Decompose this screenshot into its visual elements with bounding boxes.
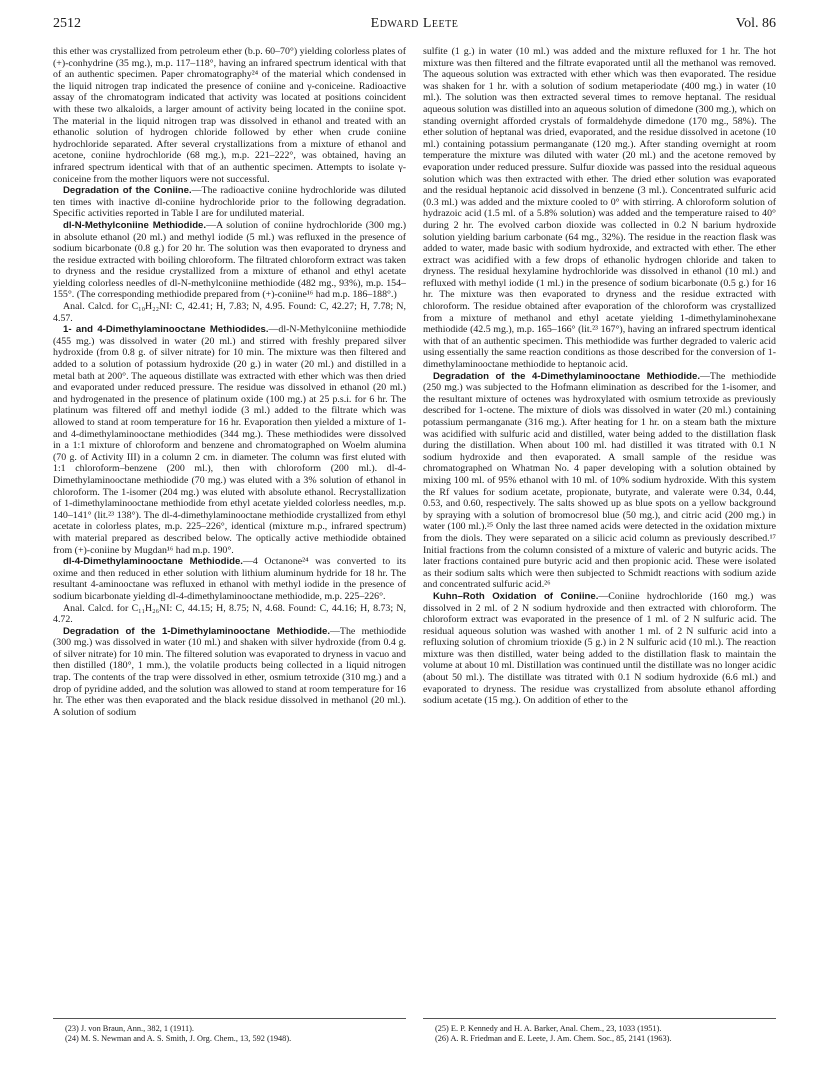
paragraph-text: —A solution of coniine hydrochloride (300 mg.) in absolute ethanol (20 ml.) and methyl iodide (5 ml.) was refluxed in the presence of sodium bicarbonate (0.8 g.) for 20 hr. The solution was then evaporated to dryness and the residue extracted with boiling chloroform. The filtrated chloroform extract was taken to dryness and the residue crystallized from a mixture of ethanol and ethyl acetate yielding colorless needles of dl-N-methylconiine methiodide (482 mg., 93%), m.p. 154–155°. (The corresponding methiodide prepared from (+)-coniine¹⁶ had m.p. 186–188°.) [53, 219, 406, 301]
analysis-line: Anal. Calcd. for C₁₁H₂₆NI: C, 44.15; H, 8.75; N, 4.68. Found: C, 44.16; H, 8.73; N, 4.72. [53, 602, 406, 626]
paragraph-text: —Coniine hydrochloride (160 mg.) was dissolved in 2 ml. of 2 N sodium hydroxide and then extracted with chloroform. The chloroform extract was evaporated in the presence of 1 ml. of 2 N sulfuric acid. The residual aqueous solution was washed with another 1 ml. of 2 N sulfuric acid into a refluxing solution of chromium trioxide (5 g.) in 2 N sulfuric acid (10 ml.). The reaction mixture was then distilled, water being added to the distillation flask to maintain the volume at about 10 ml. Distillation was continued until the distillate was no longer acidic (about 50 ml.). The distillate was titrated with 0.1 N sodium hydroxide (6.6 ml.) and evaporated to dryness. The residue was crystallized from absolute ethanol affording sodium acetate (15 mg.). On addition of ether to the [423, 590, 776, 707]
page-header [53, 16, 776, 38]
page-number: 2512 [53, 16, 81, 31]
running-author: Edward Leete [370, 16, 459, 31]
footnotes-right [423, 1024, 776, 1044]
section-heading: Degradation of the 4-Dimethylaminooctane Methiodide. [433, 370, 701, 382]
paragraph-text: —dl-N-Methylconiine methiodide (455 mg.) was dissolved in water (20 ml.) and stirred with freshly prepared silver hydroxide (from 0.8 g. of silver nitrate) for 10 min. The mixture was then filtered and added to a solution of potassium hydroxide (20 g.) in water (20 ml.) and distilled in a metal bath at 200°. The aqueous distillate was extracted with ether which was then dried and evaporated under reduced pressure. The residue was dissolved in ethanol (20 ml.) and hydrogenated in the presence of platinum oxide (100 mg.) at 25 p.s.i. for 6 hr. The platinum was filtered off and methyl iodide (3 ml.) added to the filtrate which was allowed to stand at room temperature for 16 hr. Evaporation then yielded a mixture of 1- and 4-dimethylaminooctane methiodides (344 mg.). These methiodides were dissolved in a 1:1 mixture of chloroform and benzene and chromatographed on Woelm alumina (70 g. of Activity III) in a column 2 cm. in diameter. The column was first eluted with 1:1 chloroform–benzene (200 ml.), then with chloroform (200 ml.). dl-4-Dimethylaminooctane methiodide (70 mg.) was eluted with a 3% solution of ethanol in chloroform. The 1-isomer (204 mg.) was eluted with absolute ethanol. Recrystallization of 1-dimethylaminooctane methiodide from ethyl acetate yielded colorless needles, m.p. 140–141° (lit.²³ 138°). The dl-4-dimethylaminooctane methiodide crystallized from ethyl acetate in colorless plates, m.p. 225–226°, identical (mixture m.p., infrared spectrum) with material prepared as described below. The optically active methiodide obtained from (+)-coniine by Mugdan¹⁶ had m.p. 190°. [53, 324, 406, 556]
footnote: (26) A. R. Friedman and E. Leete, J. Am. Chem. Soc., 85, 2141 (1963). [435, 1034, 672, 1043]
paragraph: sulfite (1 g.) in water (10 ml.) was added and the mixture refluxed for 1 hr. The hot mixture was then filtered and the filtrate evaporated until all the methanol was removed. The aqueous solution was extracted with ether which was then evaporated. The residue was shaken for 1 hr. with a solution of sodium metaperiodate (400 mg.) in water (10 ml.). The solution was then extracted several times to remove heptanal. The residual aqueous solution was distilled into an aqueous solution of dimedone (300 mg.), which on standing overnight afforded crystals of formaldehyde dimedone (170 mg., 58%). The ether solution of heptanal was dried, evaporated, and the residue dissolved in acetone (10 ml.) containing potassium permanganate (120 mg.). After standing overnight at room temperature the mixture was diluted with water (20 ml.) and the acetone removed by evaporation under reduced pressure. Sulfur dioxide was passed into the residual aqueous solution which was then extracted with ether. The dried ether solution was evaporated and the residual heptanoic acid dissolved in benzene (3 ml.). Concentrated sulfuric acid (0.3 ml.) was added and the mixture cooled to 0° with stirring. A chloroform solution of hydrazoic acid (1.5 ml. of a 5.8% solution) was added and the temperature raised to 40° during 2 hr. The evolved carbon dioxide was collected in 0.2 N barium hydroxide solution yielding barium carbonate (64 mg., 32%). The residue in the reaction flask was added to water, made basic with sodium hydroxide, and extracted with ether. The ether extract was acidified with a few drops of ethanolic hydrogen chloride and taken to dryness. The residual hexylamine hydrochloride was dissolved in ethanol (10 ml.) and refluxed with methyl iodide (1 ml.) in the presence of sodium bicarbonate (0.5 g.) for 16 hr. The mixture was then evaporated to dryness and the residue extracted with chloroform. The residue obtained after evaporation of the chloroform was crystallized from a mixture of methanol and ethyl acetate yielding 1-dimethylaminohexane methiodide (42.5 mg.), m.p. 165–166° (lit.²³ 167°), having an infrared spectrum identical with that of an authentic specimen. This methiodide was further degraded to valeric acid using essentially the same reaction conditions as those described for the conversion of 1-dimethylaminooctane methiodide to heptanoic acid. [423, 46, 776, 371]
paragraph-text: —The methiodide (250 mg.) was subjected to the Hofmann elimination as described for the 1-isomer, and the resultant mixture of octenes was hydroxylated with osmium tetroxide as previously described for 1-octene. The mixture of diols was dissolved in water (20 ml.) containing potassium permanganate (316 mg.). After heating for 1 hr. on a steam bath the mixture was acidified with sulfuric acid and distilled, water being added to the distillation flask during the distillation. When about 100 ml. had distilled it was titrated with 0.1 N sodium hydroxide and then evaporated. A small sample of the residue was chromatographed on Whatman No. 4 paper developing with a solution obtained by mixing 100 ml. of 95% ethanol with 10 ml. of 10% sodium hydroxide. With this system the Rf values for sodium acetate, propionate, butyrate, and valerate were 0.34, 0.44, 0.53, and 0.60, respectively. The salts showed up as blue spots on a yellow background by spraying with a solution of bromocresol blue (50 mg.), and citric acid (200 mg.) in water (100 ml.).²⁵ Only the last three named acids were detected in the oxidation mixture from the diols. They were separated on a silicic acid column as previously described.¹⁷ Initial fractions from the column consisted of a mixture of valeric and butyric acids. The later fractions contained pure butyric acid and then propionic acid. These were isolated as their sodium salts which were then subjected to Schmidt reactions with sodium azide and concentrated sulfuric acid.²⁶ [423, 370, 777, 591]
footnote: (25) E. P. Kennedy and H. A. Barker, Anal. Chem., 23, 1033 (1951). [435, 1024, 662, 1033]
footnotes-left [53, 1024, 406, 1044]
section-heading: 1- and 4-Dimethylaminooctane Methiodides. [63, 324, 269, 336]
paragraph-text: —The radioactive coniine hydrochloride was diluted ten times with inactive dl-coniine hydrochloride prior to the following degradation. Specific activities reported in Table I are for undiluted material. [53, 185, 406, 220]
section-heading: Degradation of the 1-Dimethylaminooctane Methiodide. [63, 625, 331, 637]
paragraph [423, 371, 776, 591]
section-heading: dl-4-Dimethylaminooctane Methiodide. [63, 556, 243, 568]
footnote-divider [423, 1018, 776, 1019]
left-column [53, 46, 406, 718]
paragraph-text: —4 Octanone²⁴ was converted to its oxime and then reduced in ether solution with lithium aluminum hydride for 18 hr. The resultant 4-aminooctane was refluxed in ethanol with methyl iodide in the presence of sodium bicarbonate yielding dl-4-dimethylaminooctane methiodide, m.p. 225–226°. [53, 556, 406, 602]
paragraph [53, 324, 406, 556]
paragraph [423, 591, 776, 707]
analysis-line: Anal. Calcd. for C₁₀H₂₂NI: C, 42.41; H, 7.83; N, 4.95. Found: C, 42.27; H, 7.78; N, 4.57. [53, 301, 406, 324]
paragraph: this ether was crystallized from petroleum ether (b.p. 60–70°) yielding colorless plates of (+)-conhydrine (35 mg.), m.p. 117–118°, having an infrared spectrum identical with that of an authentic specimen. Paper chromatography²⁴ of the material which condensed in the liquid nitrogen trap indicated the presence of coniine and γ-coniceine. Radioactive assay of the chromatogram indicated that activity was located at positions coincident with these two alkaloids, a larger amount of activity being located in the coniine spot. The material in the liquid nitrogen trap was dissolved in ethanol and treated with an ethanolic solution of hydrogen chloride followed by ether when crude coniine hydrochloride separated. After several crystallizations from a mixture of ethanol and acetone, coniine hydrochloride (68 mg.), m.p. 221–222°, was obtained, having an infrared spectrum identical with that of an authentic specimen. Attempts to isolate γ-coniceine from the mother liquors were not successful. [53, 46, 406, 185]
paragraph [53, 185, 406, 220]
footnote-divider [53, 1018, 406, 1019]
section-heading: Kuhn–Roth Oxidation of Coniine. [433, 590, 599, 602]
volume-label: Vol. 86 [735, 16, 776, 31]
right-column [423, 46, 776, 707]
section-heading: Degradation of the Coniine. [63, 185, 192, 197]
footnote: (24) M. S. Newman and A. S. Smith, J. Org. Chem., 13, 592 (1948). [65, 1034, 292, 1043]
footnote: (23) J. von Braun, Ann., 382, 1 (1911). [65, 1024, 194, 1033]
paragraph-text: —The methiodide (300 mg.) was dissolved in water (10 ml.) and shaken with silver hydroxide (from 0.4 g. of silver nitrate) for 10 min. The filtered solution was evaporated to dryness in vacuo and then distilled (180°, 1 mm.), the volatile products being collected in a liquid nitrogen trap. The contents of the trap were dissolved in ether, osmium tetroxide (310 mg.) and a drop of pyridine added, and the solution was allowed to stand at room temperature for 16 hr. The ether was then evaporated and the black residue dissolved in methanol (20 ml.). A solution of sodium [53, 625, 407, 718]
paragraph [53, 220, 406, 301]
paragraph [53, 556, 406, 602]
section-heading: dl-N-Methylconiine Methiodide. [63, 219, 207, 231]
paragraph [53, 626, 406, 719]
